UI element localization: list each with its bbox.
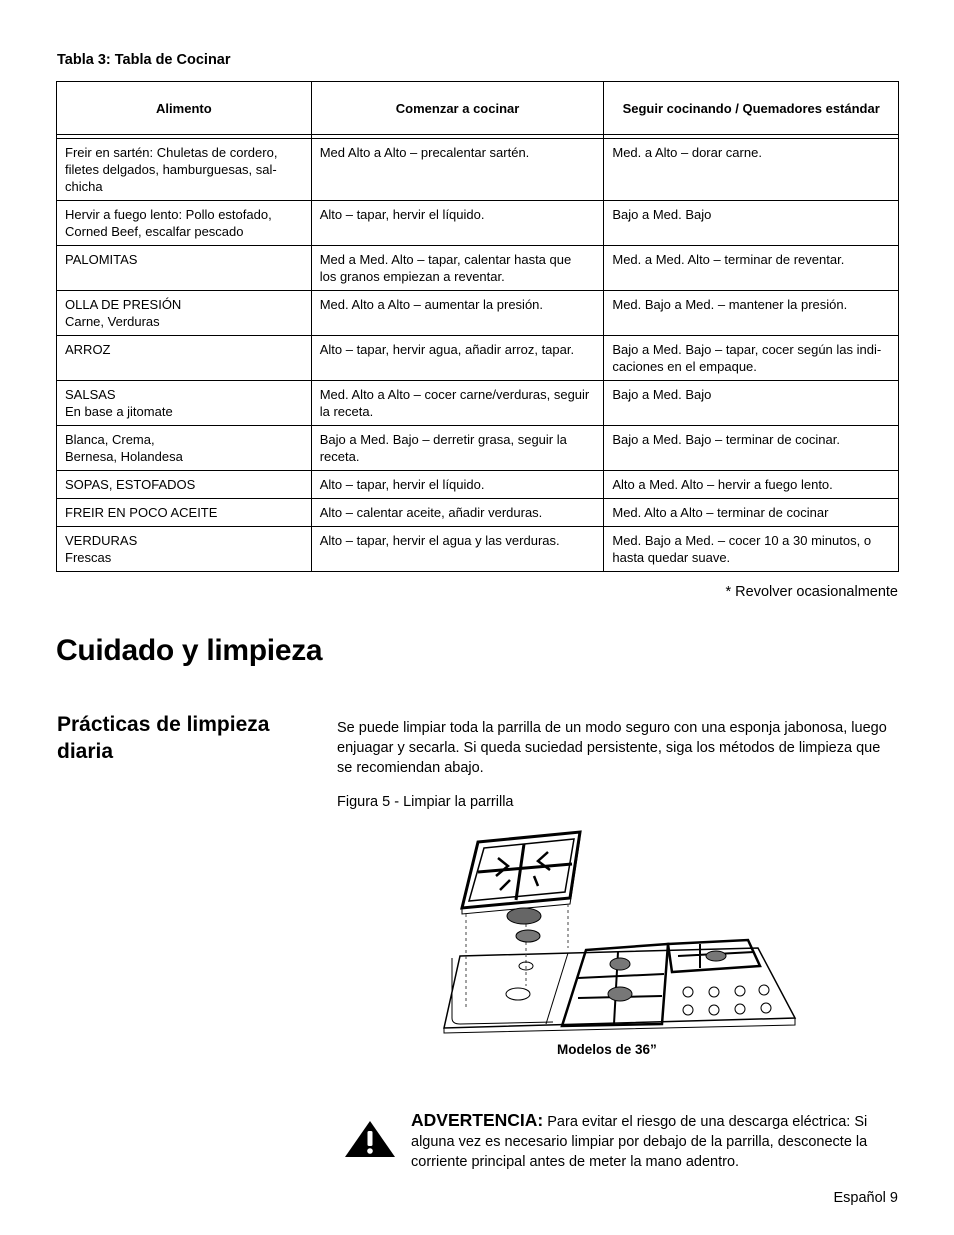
cell-continue-line: Bajo a Med. Bajo – tapar, cocer según las indi- bbox=[612, 342, 882, 357]
cell-continue-line: caciones en el empaque. bbox=[612, 359, 757, 374]
cell-continue-line: Bajo a Med. Bajo bbox=[612, 207, 712, 222]
cell-start-line: Med. Alto a Alto – cocer carne/verduras, seguir bbox=[319, 387, 590, 402]
cell-food-line: Carne, Verduras bbox=[65, 314, 160, 329]
cell-start-line: Med a Med. Alto – tapar, calentar hasta que bbox=[319, 252, 572, 267]
cell-start bbox=[311, 139, 604, 201]
cell-food-line: SOPAS, ESTOFADOS bbox=[65, 477, 196, 492]
burner-base-2 bbox=[506, 988, 530, 1000]
cell-food-line: Hervir a fuego lento: Pollo estofado, bbox=[65, 207, 272, 222]
cell-continue-line: Med. a Med. Alto – terminar de reventar. bbox=[612, 252, 845, 267]
cell-food-line: ARROZ bbox=[65, 342, 111, 357]
cell-continue bbox=[604, 246, 899, 291]
table-row bbox=[57, 499, 899, 527]
cell-start bbox=[311, 291, 604, 336]
table-header-row bbox=[57, 82, 899, 135]
cell-continue bbox=[604, 426, 899, 471]
table-row bbox=[57, 336, 899, 381]
header-food: Alimento bbox=[57, 82, 312, 135]
cell-food bbox=[57, 291, 312, 336]
cell-continue bbox=[604, 201, 899, 246]
cell-food-line: OLLA DE PRESIÓN bbox=[65, 297, 182, 312]
cell-food bbox=[57, 336, 312, 381]
page-number: Español 9 bbox=[833, 1190, 898, 1206]
warning-paragraph bbox=[411, 1110, 901, 1172]
warning-text: Para evitar el riesgo de una descarga eléctrica: Si alguna vez es necesario limpiar por debajo de la parrilla, desconecte la corriente principal antes de meter la mano adentro. bbox=[411, 1114, 868, 1170]
warning-heading: ADVERTENCIA: bbox=[411, 1110, 544, 1130]
control-knobs bbox=[683, 985, 771, 1015]
table-row bbox=[57, 426, 899, 471]
cell-food-line: filetes delgados, hamburguesas, sal- bbox=[65, 162, 277, 177]
table-caption: Tabla 3: Tabla de Cocinar bbox=[57, 52, 231, 68]
intro-paragraph: Se puede limpiar toda la parrilla de un modo seguro con una esponja jabonosa, luego enjuagar y secarla. Si queda suciedad persistente, siga los métodos de limpieza que se recomiendan abajo. bbox=[337, 720, 887, 776]
table-row bbox=[57, 527, 899, 572]
cell-continue bbox=[604, 527, 899, 572]
cooking-table bbox=[56, 81, 899, 572]
table-row bbox=[57, 246, 899, 291]
cell-food bbox=[57, 381, 312, 426]
cooktop-grate-illustration bbox=[438, 828, 800, 1038]
cell-start bbox=[311, 381, 604, 426]
cell-food-line: chicha bbox=[65, 179, 103, 194]
header-continue bbox=[604, 82, 899, 135]
cell-start-line: la receta. bbox=[319, 404, 374, 419]
cell-food-line: Frescas bbox=[65, 550, 112, 565]
section-subtitle: Prácticas de limpieza diaria bbox=[57, 713, 270, 763]
table-row bbox=[57, 201, 899, 246]
header-start: Comenzar a cocinar bbox=[311, 82, 604, 135]
header-continue-line2: Quemadores estándar bbox=[742, 100, 880, 116]
cell-start-line: los granos empiezan a reventar. bbox=[319, 269, 505, 284]
cell-food bbox=[57, 201, 312, 246]
cell-food bbox=[57, 246, 312, 291]
cell-food-line: Corned Beef, escalfar pescado bbox=[65, 224, 244, 239]
cell-food-line: En base a jitomate bbox=[65, 404, 173, 419]
figure-caption: Modelos de 36” bbox=[557, 1042, 657, 1057]
cell-continue-line: hasta quedar suave. bbox=[612, 550, 731, 565]
cell-start-line: Alto – tapar, hervir agua, añadir arroz, tapar. bbox=[319, 342, 575, 357]
section-title: Cuidado y limpieza bbox=[56, 634, 323, 667]
cell-food-line: VERDURAS bbox=[65, 533, 138, 548]
cell-continue bbox=[604, 471, 899, 499]
warning-triangle-icon bbox=[344, 1120, 396, 1158]
cell-start bbox=[311, 499, 604, 527]
cell-continue-line: Med. Bajo a Med. – mantener la presión. bbox=[612, 297, 848, 312]
cell-continue bbox=[604, 499, 899, 527]
cell-start-line: Bajo a Med. Bajo – derretir grasa, seguir la bbox=[319, 432, 567, 447]
cell-food-line: FREIR EN POCO ACEITE bbox=[65, 505, 218, 520]
cell-food bbox=[57, 139, 312, 201]
cell-continue-line: Bajo a Med. Bajo bbox=[612, 387, 712, 402]
cell-food bbox=[57, 471, 312, 499]
cell-food-line: Bernesa, Holandesa bbox=[65, 449, 183, 464]
cell-start-line: Med. Alto a Alto – aumentar la presión. bbox=[319, 297, 544, 312]
cell-continue-line: Med. Bajo a Med. – cocer 10 a 30 minutos, o bbox=[612, 533, 872, 548]
cell-food-line: PALOMITAS bbox=[65, 252, 138, 267]
table-row bbox=[57, 471, 899, 499]
cell-start-line: Alto – calentar aceite, añadir verduras. bbox=[319, 505, 543, 520]
cell-start bbox=[311, 246, 604, 291]
cell-continue-line: Bajo a Med. Bajo – terminar de cocinar. bbox=[612, 432, 840, 447]
burner-cap-small bbox=[516, 930, 540, 942]
table-row bbox=[57, 139, 899, 201]
cell-start-line: Alto – tapar, hervir el agua y las verduras. bbox=[319, 533, 560, 548]
cell-food-line: SALSAS bbox=[65, 387, 116, 402]
cell-continue bbox=[604, 336, 899, 381]
cell-continue-line: Med. Alto a Alto – terminar de cocinar bbox=[612, 505, 829, 520]
figure-label: Figura 5 - Limpiar la parrilla bbox=[337, 794, 514, 810]
cell-food-line: Blanca, Crema, bbox=[65, 432, 155, 447]
header-continue-line1: Seguir cocinando / bbox=[622, 100, 739, 116]
cell-food bbox=[57, 426, 312, 471]
table-footnote: * Revolver ocasionalmente bbox=[725, 584, 898, 600]
cell-start bbox=[311, 426, 604, 471]
burner-cap-large bbox=[507, 908, 541, 924]
cell-start bbox=[311, 201, 604, 246]
cell-food bbox=[57, 527, 312, 572]
cell-start bbox=[311, 336, 604, 381]
cell-continue-line: Med. a Alto – dorar carne. bbox=[612, 145, 762, 160]
table-row bbox=[57, 291, 899, 336]
cell-start-line: Med Alto a Alto – precalentar sartén. bbox=[319, 145, 530, 160]
table-row bbox=[57, 381, 899, 426]
table-body bbox=[57, 135, 899, 572]
cell-continue bbox=[604, 291, 899, 336]
lifted-grate bbox=[462, 832, 580, 914]
cell-start-line: Alto – tapar, hervir el líquido. bbox=[319, 477, 485, 492]
cell-start-line: Alto – tapar, hervir el líquido. bbox=[319, 207, 485, 222]
cell-start bbox=[311, 471, 604, 499]
cell-food-line: Freir en sartén: Chuletas de cordero, bbox=[65, 145, 278, 160]
cell-continue-line: Alto a Med. Alto – hervir a fuego lento. bbox=[612, 477, 833, 492]
cell-continue bbox=[604, 139, 899, 201]
cell-continue bbox=[604, 381, 899, 426]
cell-start-line: receta. bbox=[319, 449, 360, 464]
cell-food bbox=[57, 499, 312, 527]
cell-start bbox=[311, 527, 604, 572]
